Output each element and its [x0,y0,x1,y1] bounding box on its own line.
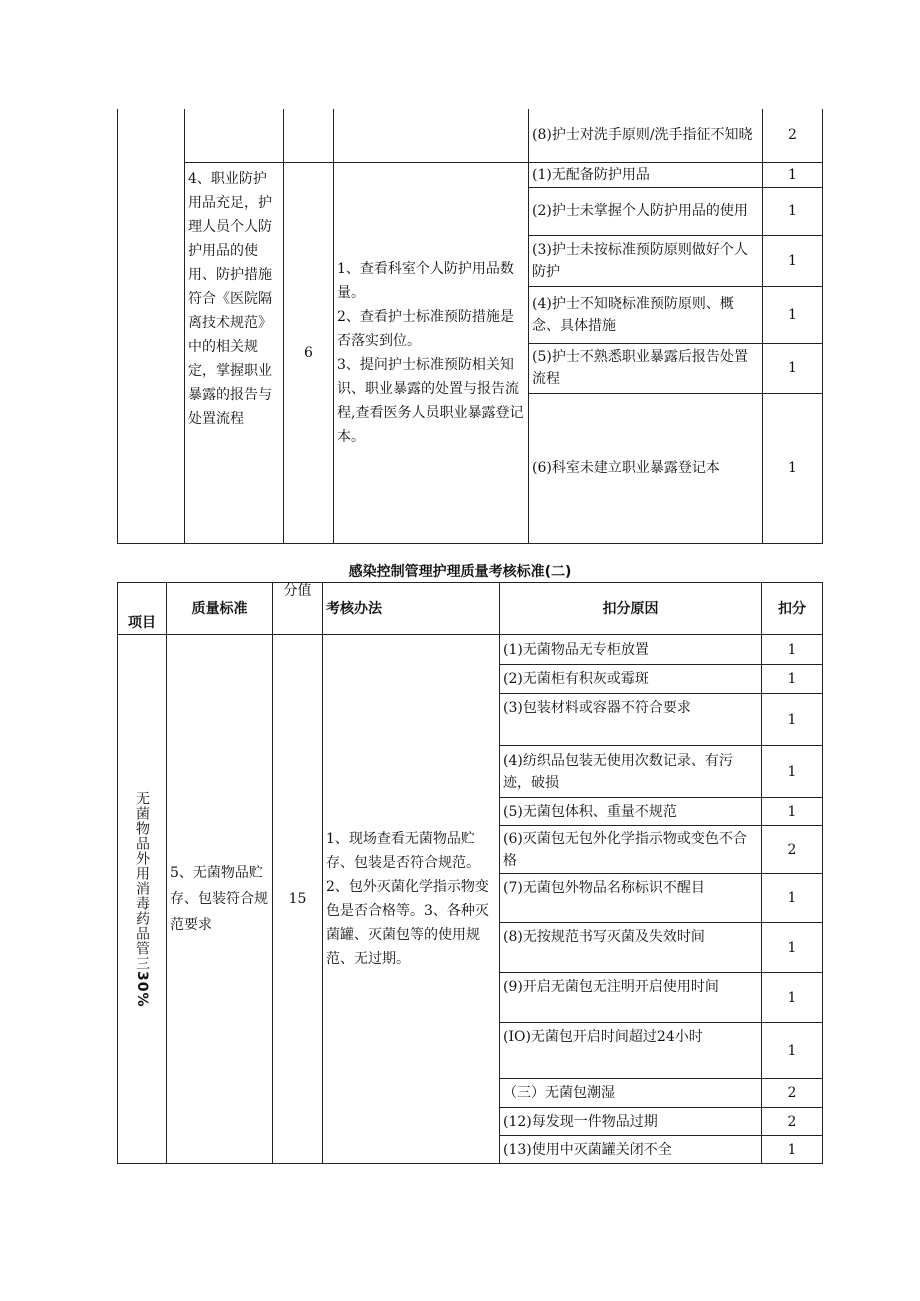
standard-cell-blank [185,109,284,162]
assessment-method [323,635,500,1164]
deduction-score: 1 [762,1136,823,1164]
quality-standard: 4、职业防护用品充足，护理人员个人防护用品的使用、防护措施符合《医院隔离技术规范》中的相关规定，掌握职业暴露的报告与处置流程 [185,162,284,543]
header-item: 项目 [118,583,167,635]
deduction-reason: (8)护士对洗手原则/洗手指征不知晓 [529,109,763,162]
deduction-reason: (3)包装材料或容器不符合要求 [500,694,762,746]
table-row [118,109,823,162]
deduction-reason: (7)无菌包外物品名称标识不醒目 [500,874,762,923]
item-category [118,635,167,1164]
table-header-row [118,583,823,635]
points-cell-blank [284,109,334,162]
deduction-reason: (2)护士未掌握个人防护用品的使用 [529,187,763,235]
deduction-score: 1 [762,635,823,665]
deduction-reason: （三）无菌包潮湿 [500,1079,762,1108]
deduction-score: 1 [762,798,823,826]
deduction-score: 1 [763,162,823,187]
header-method: 考核办法 [323,583,500,635]
assessment-method-text: 1、现场查看无菌物品贮存、包装是否符合规范。 2、包外灭菌化学指示物变色是否合格等。3、各种灭菌罐、灭菌包等的使用规范、无过期。 [326,831,489,967]
deduction-reason: (1)无配备防护用品 [529,162,763,187]
deduction-score: 1 [763,235,823,286]
deduction-reason: (12)每发现一件物品过期 [500,1108,762,1136]
deduction-score: 1 [762,694,823,746]
table-occupational-protection [117,109,823,544]
header-points: 分值 [273,583,323,635]
item-cell-blank [118,109,185,543]
deduction-reason: (5)无菌包体积、重量不规范 [500,798,762,826]
deduction-score: 2 [762,826,823,874]
deduction-score: 1 [762,874,823,923]
deduction-reason: (4)护士不知晓标准预防原则、概念、具体措施 [529,286,763,343]
deduction-score: 1 [763,393,823,543]
table-sterile-items [117,582,823,1164]
deduction-reason: (2)无菌柜有积灰或霉斑 [500,665,762,694]
deduction-score: 1 [762,973,823,1023]
points-value: 6 [284,162,334,543]
deduction-score: 1 [763,286,823,343]
deduction-reason: (4)纺织品包装无使用次数记录、有污迹，破损 [500,746,762,798]
table-row [118,635,823,665]
deduction-score: 1 [762,665,823,694]
deduction-reason: (5)护士不熟悉职业暴露后报告处置流程 [529,343,763,393]
deduction-score: 1 [763,187,823,235]
deduction-score: 2 [762,1079,823,1108]
item-category-text [133,791,151,1008]
points-value: 15 [273,635,323,1164]
item-category-label: 无菌物品外用消毒药品管三 [134,790,150,971]
deduction-score: 1 [762,923,823,973]
assessment-method [334,162,529,543]
method-cell-blank [334,109,529,162]
header-reason: 扣分原因 [500,583,762,635]
deduction-reason: (13)使用中灭菌罐关闭不全 [500,1136,762,1164]
deduction-reason: (3)护士未按标准预防原则做好个人防护 [529,235,763,286]
header-quality-standard: 质量标准 [167,583,273,635]
header-deduct: 扣分 [762,583,823,635]
quality-standard: 5、无菌物品贮存、包装符合规范要求 [167,635,273,1164]
deduction-reason: (8)无按规范书写灭菌及失效时间 [500,923,762,973]
deduction-score: 2 [762,1108,823,1136]
deduction-reason: (1)无菌物品无专柜放置 [500,635,762,665]
deduction-reason: (IO)无菌包开启时间超过24小时 [500,1023,762,1079]
section-title: 感染控制管理护理质量考核标准(二) [348,564,572,580]
deduction-reason: (6)灭菌包无包外化学指示物或变色不合格 [500,826,762,874]
item-category-percent: 30% [134,970,150,1008]
deduction-score: 2 [763,109,823,162]
deduction-score: 1 [763,343,823,393]
deduction-score: 1 [762,746,823,798]
deduction-reason: (6)科室未建立职业暴露登记本 [529,393,763,543]
assessment-method-text: 1、查看科室个人防护用品数量。 2、查看护士标准预防措施是否落实到位。 3、提问护士标准预防相关知识、职业暴露的处置与报告流程,查看医务人员职业暴露登记本。 [337,260,524,445]
table-row [118,162,823,187]
deduction-reason: (9)开启无菌包无注明开启使用时间 [500,973,762,1023]
deduction-score: 1 [762,1023,823,1079]
